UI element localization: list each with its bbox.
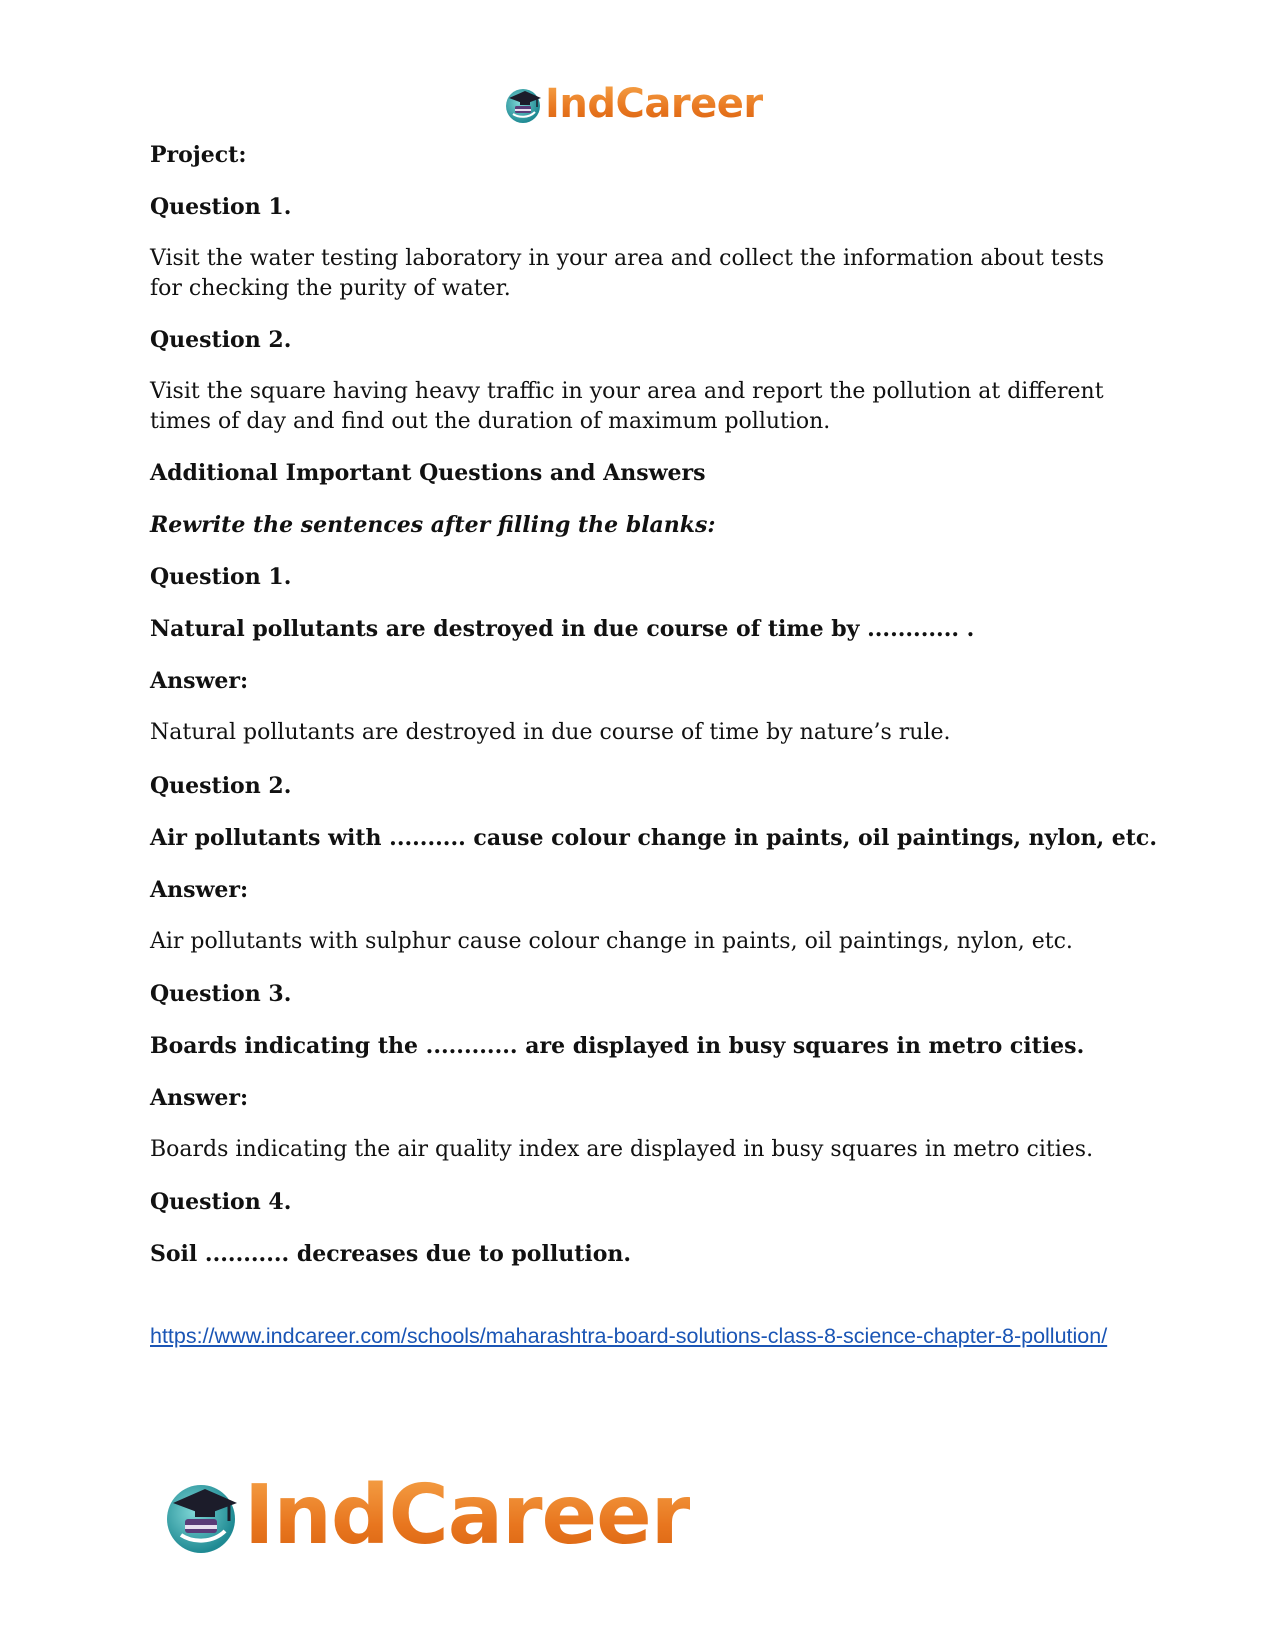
header-logo-text: IndCareer — [545, 81, 763, 127]
graduation-cap-globe-icon — [161, 1475, 241, 1555]
project-question-2-text: Visit the square having heavy traffic in your area and report the pollution at different times of day and find out the duration of maximum pollution. — [150, 379, 1104, 434]
project-question-2-label: Question 2. — [150, 327, 292, 353]
question-4-text: Soil ........... decreases due to pollution. — [150, 1241, 632, 1267]
additional-heading: Additional Important Questions and Answers — [150, 460, 706, 486]
question-1-answer-label: Answer: — [150, 668, 249, 694]
additional-subheading: Rewrite the sentences after filling the blanks: — [150, 512, 716, 538]
question-3-answer: Boards indicating the air quality index are displayed in busy squares in metro cities. — [150, 1137, 1094, 1162]
project-question-1-label: Question 1. — [150, 194, 292, 220]
project-heading: Project: — [150, 142, 247, 168]
question-1-text: Natural pollutants are destroyed in due course of time by ............ . — [150, 616, 975, 642]
question-2-answer-label: Answer: — [150, 877, 249, 903]
question-2-answer: Air pollutants with sulphur cause colour change in paints, oil paintings, nylon, etc. — [150, 929, 1073, 954]
question-2-label: Question 2. — [150, 773, 292, 799]
project-question-1-text: Visit the water testing laboratory in your area and collect the information about tests for checking the purity of water. — [150, 246, 1105, 301]
header-logo — [503, 80, 763, 128]
question-1-answer: Natural pollutants are destroyed in due course of time by nature’s rule. — [150, 720, 951, 745]
question-3-text: Boards indicating the ............ are displayed in busy squares in metro cities. — [150, 1033, 1085, 1059]
question-3-label: Question 3. — [150, 981, 292, 1007]
question-4-label: Question 4. — [150, 1189, 292, 1215]
source-url-link[interactable]: https://www.indcareer.com/schools/maharashtra-board-solutions-class-8-science-chapter-8-pollution/ — [150, 1324, 1108, 1348]
graduation-cap-globe-icon — [503, 84, 543, 124]
question-1-label: Question 1. — [150, 564, 292, 590]
question-2-text: Air pollutants with .......... cause colour change in paints, oil paintings, nylon, etc. — [150, 825, 1157, 851]
question-3-answer-label: Answer: — [150, 1085, 249, 1111]
footer-logo — [161, 1467, 691, 1563]
footer-logo-text: IndCareer — [244, 1467, 691, 1563]
